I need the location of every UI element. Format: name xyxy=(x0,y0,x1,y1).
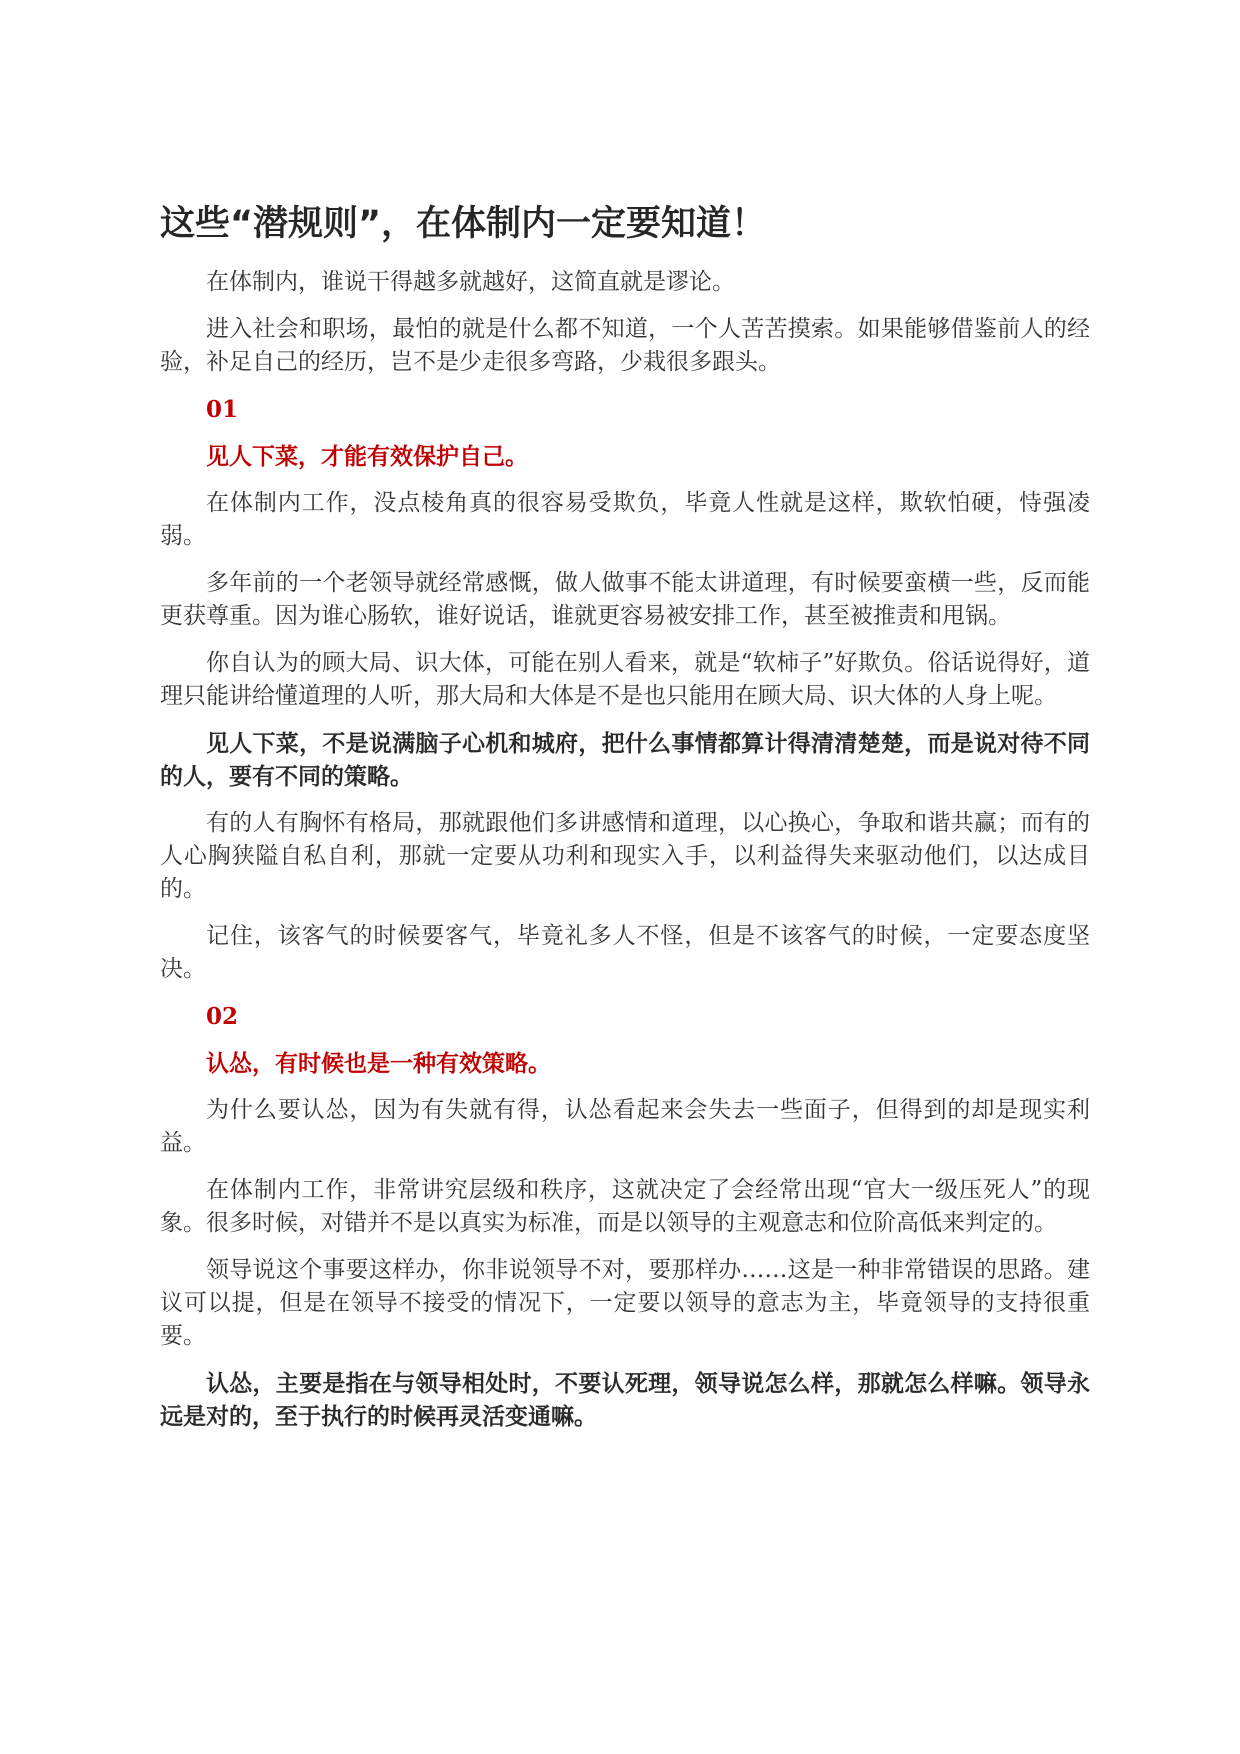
intro-paragraph: 在体制内，谁说干得越多就越好，这简直就是谬论。 xyxy=(206,269,735,295)
article xyxy=(160,200,1090,1447)
section-heading: 认怂，有时候也是一种有效策略。 xyxy=(206,1050,551,1077)
body-paragraph: 你自认为的顾大局、识大体，可能在别人看来，就是“软柿子”好欺负。俗话说得好，道理只能讲给懂道理的人听，那大局和大体是不是也只能用在顾大局、识大体的人身上呢。 xyxy=(160,650,1090,709)
section-number: 02 xyxy=(206,1003,239,1030)
body-paragraph: 为什么要认怂，因为有失就有得，认怂看起来会失去一些面子，但得到的却是现实利益。 xyxy=(160,1097,1090,1156)
article-title: 这些“潜规则”，在体制内一定要知道！ xyxy=(160,204,767,244)
body-paragraph: 记住，该客气的时候要客气，毕竟礼多人不怪，但是不该客气的时候，一定要态度坚决。 xyxy=(160,923,1090,982)
emphasis-paragraph: 认怂，主要是指在与领导相处时，不要认死理，领导说怎么样，那就怎么样嘛。领导永远是对的，至于执行的时候再灵活变通嘛。 xyxy=(160,1370,1090,1430)
emphasis-paragraph: 见人下菜，不是说满脑子心机和城府，把什么事情都算计得清清楚楚，而是说对待不同的人，要有不同的策略。 xyxy=(160,730,1090,790)
body-paragraph: 在体制内工作，没点棱角真的很容易受欺负，毕竟人性就是这样，欺软怕硬，恃强凌弱。 xyxy=(160,490,1090,549)
body-paragraph: 领导说这个事要这样办，你非说领导不对，要那样办……这是一种非常错误的思路。建议可以提，但是在领导不接受的情况下，一定要以领导的意志为主，毕竟领导的支持很重要。 xyxy=(160,1257,1090,1349)
body-paragraph: 多年前的一个老领导就经常感慨，做人做事不能太讲道理，有时候要蛮横一些，反而能更获尊重。因为谁心肠软，谁好说话，谁就更容易被安排工作，甚至被推责和甩锅。 xyxy=(160,570,1090,629)
section-heading: 见人下菜，才能有效保护自己。 xyxy=(206,443,528,470)
body-paragraph: 有的人有胸怀有格局，那就跟他们多讲感情和道理，以心换心，争取和谐共赢；而有的人心胸狭隘自私自利，那就一定要从功利和现实入手，以利益得失来驱动他们，以达成目的。 xyxy=(160,810,1090,902)
intro-paragraph: 进入社会和职场，最怕的就是什么都不知道，一个人苦苦摸索。如果能够借鉴前人的经验，补足自己的经历，岂不是少走很多弯路，少栽很多跟头。 xyxy=(160,316,1090,375)
section-number: 01 xyxy=(206,396,239,423)
section-02 xyxy=(160,1000,1090,1433)
section-01 xyxy=(160,393,1090,986)
body-paragraph: 在体制内工作，非常讲究层级和秩序，这就决定了会经常出现“官大一级压死人”的现象。很多时候，对错并不是以真实为标准，而是以领导的主观意志和位阶高低来判定的。 xyxy=(160,1177,1090,1236)
